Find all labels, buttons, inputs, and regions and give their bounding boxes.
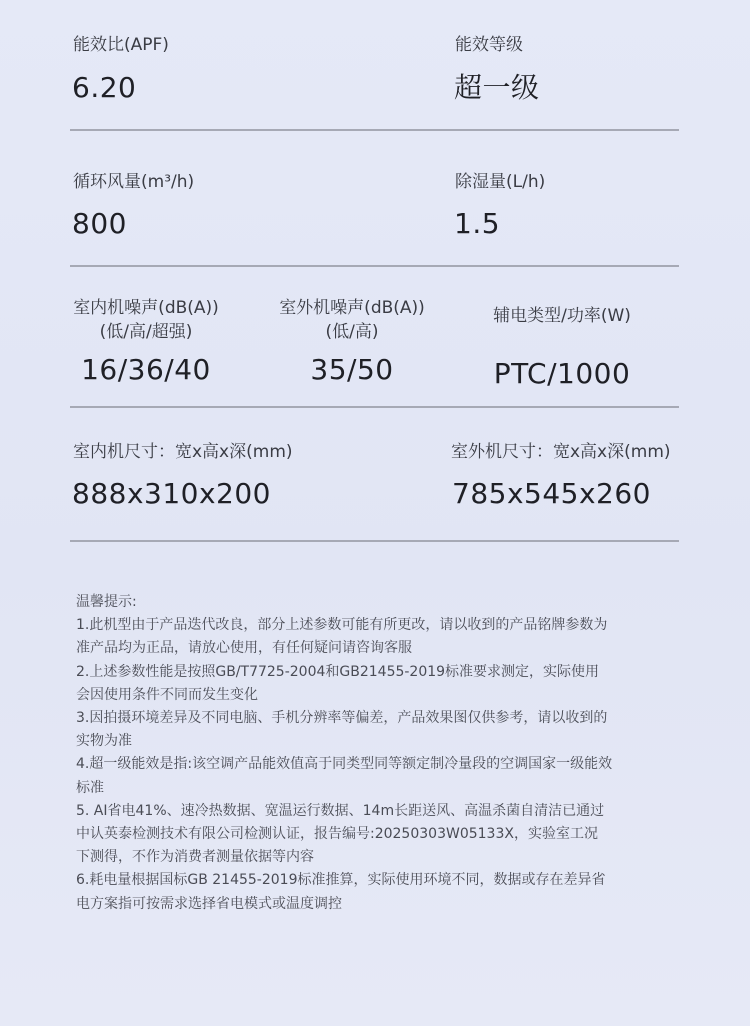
outdoor-noise	[252, 296, 452, 388]
warm-tips-line: 2.上述参数性能是按照GB/T7725-2004和GB21455-2019标准要求测定，实际使用	[76, 663, 600, 680]
warm-tips-line: 5. AI省电41%、速冷热数据、宽温运行数据、14m长距送风、高温杀菌自清洁已通过	[76, 802, 605, 819]
aux-heat	[462, 304, 662, 392]
warm-tips-line: 中认英泰检测技术有限公司检测认证，报告编号:20250303W05133X，实验室工况	[76, 826, 598, 843]
indoor-size-label: 室内机尺寸：宽x高x深(mm)	[73, 442, 293, 462]
outdoor-noise-value: 35/50	[310, 353, 394, 386]
outdoor-noise-label: 室外机噪声(dB(A))	[279, 298, 425, 318]
airflow-value: 800	[72, 207, 127, 240]
indoor-noise-value: 16/36/40	[81, 353, 211, 386]
warm-tips-line: 1.此机型由于产品迭代改良，部分上述参数可能有所更改，请以收到的产品铭牌参数为	[76, 617, 608, 634]
dehumidify-label: 除湿量(L/h)	[455, 172, 546, 192]
warm-tips-line: 电方案指可按需求选择省电模式或温度调控	[76, 895, 342, 912]
energy-grade-value: 超一级	[454, 71, 540, 104]
warm-tips	[76, 591, 676, 916]
warm-tips-title: 温馨提示:	[76, 594, 137, 610]
outdoor-size-label: 室外机尺寸：宽x高x深(mm)	[451, 442, 671, 462]
warm-tips-line: 3.因拍摄环境差异及不同电脑、手机分辨率等偏差，产品效果图仅供参考，请以收到的	[76, 710, 608, 727]
outdoor-noise-sublabel: (低/高)	[325, 322, 379, 342]
aux-heat-value: PTC/1000	[493, 357, 631, 390]
warm-tips-line: 4.超一级能效是指:该空调产品能效值高于同类型同等额定制冷量段的空调国家一级能效	[76, 756, 613, 773]
warm-tips-line: 实物为准	[76, 733, 132, 750]
aux-heat-label: 辅电类型/功率(W)	[493, 306, 631, 326]
indoor-noise	[46, 296, 246, 388]
airflow-label: 循环风量(m³/h)	[73, 172, 195, 192]
indoor-noise-sublabel: (低/高/超强)	[99, 322, 193, 342]
warm-tips-line: 标准	[76, 779, 104, 796]
indoor-size-value: 888x310x200	[72, 477, 271, 510]
apf-value: 6.20	[72, 71, 137, 104]
divider	[70, 129, 679, 131]
warm-tips-line: 会因使用条件不同而发生变化	[76, 686, 258, 703]
divider	[70, 540, 679, 542]
energy-grade-label: 能效等级	[455, 35, 523, 55]
outdoor-size-value: 785x545x260	[452, 477, 651, 510]
divider	[70, 265, 679, 267]
warm-tips-line: 6.耗电量根据国标GB 21455-2019标准推算，实际使用环境不同，数据或存在差异省	[76, 872, 606, 889]
divider	[70, 406, 679, 408]
apf-label: 能效比(APF)	[73, 35, 169, 55]
dehumidify-value: 1.5	[454, 207, 501, 240]
indoor-noise-label: 室内机噪声(dB(A))	[73, 298, 219, 318]
warm-tips-line: 准产品均为正品，请放心使用，有任何疑问请咨询客服	[76, 640, 412, 657]
warm-tips-line: 下测得，不作为消费者测量依据等内容	[76, 849, 314, 866]
